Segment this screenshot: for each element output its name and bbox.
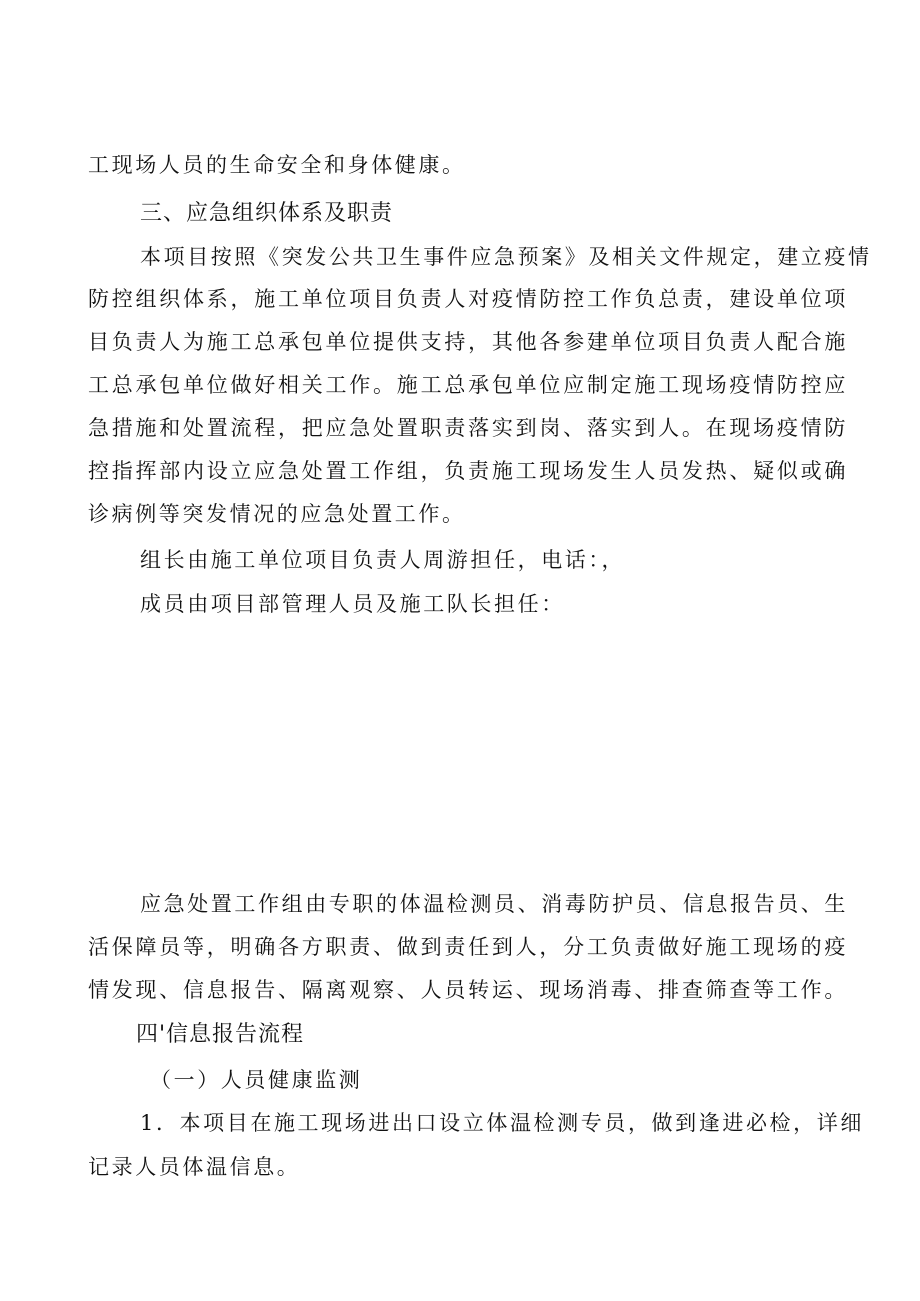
section-3-heading: 三、应急组织体系及职责 — [140, 201, 394, 226]
intro-line: 工现场人员的生命安全和身体健康。 — [88, 153, 466, 177]
section-3-para2-line: 情发现、信息报告、隔离观察、人员转运、现场消毒、排查筛查等工作。 — [88, 978, 848, 1002]
section-4-heading: 四'信息报告流程 — [136, 1022, 305, 1047]
section-3-para1-line: 本项目按照《突发公共卫生事件应急预案》及相关文件规定，建立疫情 — [140, 245, 872, 269]
section-3-para1-line: 急措施和处置流程，把应急处置职责落实到岗、落实到人。在现场疫情防 — [88, 416, 848, 440]
section-3-para2-line: 应急处置工作组由专职的体温检测员、消毒防护员、信息报告员、生 — [140, 892, 848, 916]
section-3-para2-line: 活保障员等，明确各方职责、做到责任到人，分工负责做好施工现场的疫 — [88, 935, 848, 959]
section-3-para1-line: 控指挥部内设立应急处置工作组，负责施工现场发生人员发热、疑似或确 — [88, 459, 848, 483]
section-4-subheading: （一）人员健康监测 — [150, 1068, 363, 1092]
item-1-line: 1．本项目在施工现场进出口设立体温检测专员，做到逢进必检，详细 — [140, 1111, 864, 1135]
leader-line: 组长由施工单位项目负责人周游担任，电话：， — [140, 548, 626, 572]
members-line: 成员由项目部管理人员及施工队长担任： — [140, 592, 565, 616]
item-1-line: 记录人员体温信息。 — [88, 1155, 301, 1179]
section-3-para1-line: 防控组织体系，施工单位项目负责人对疫情防控工作负总责，建设单位项 — [88, 287, 848, 311]
section-3-para1-line: 诊病例等突发情况的应急处置工作。 — [88, 502, 466, 526]
section-3-para1-line: 目负责人为施工总承包单位提供支持，其他各参建单位项目负责人配合施 — [88, 330, 848, 354]
section-3-para1-line: 工总承包单位做好相关工作。施工总承包单位应制定施工现场疫情防控应 — [88, 373, 848, 397]
